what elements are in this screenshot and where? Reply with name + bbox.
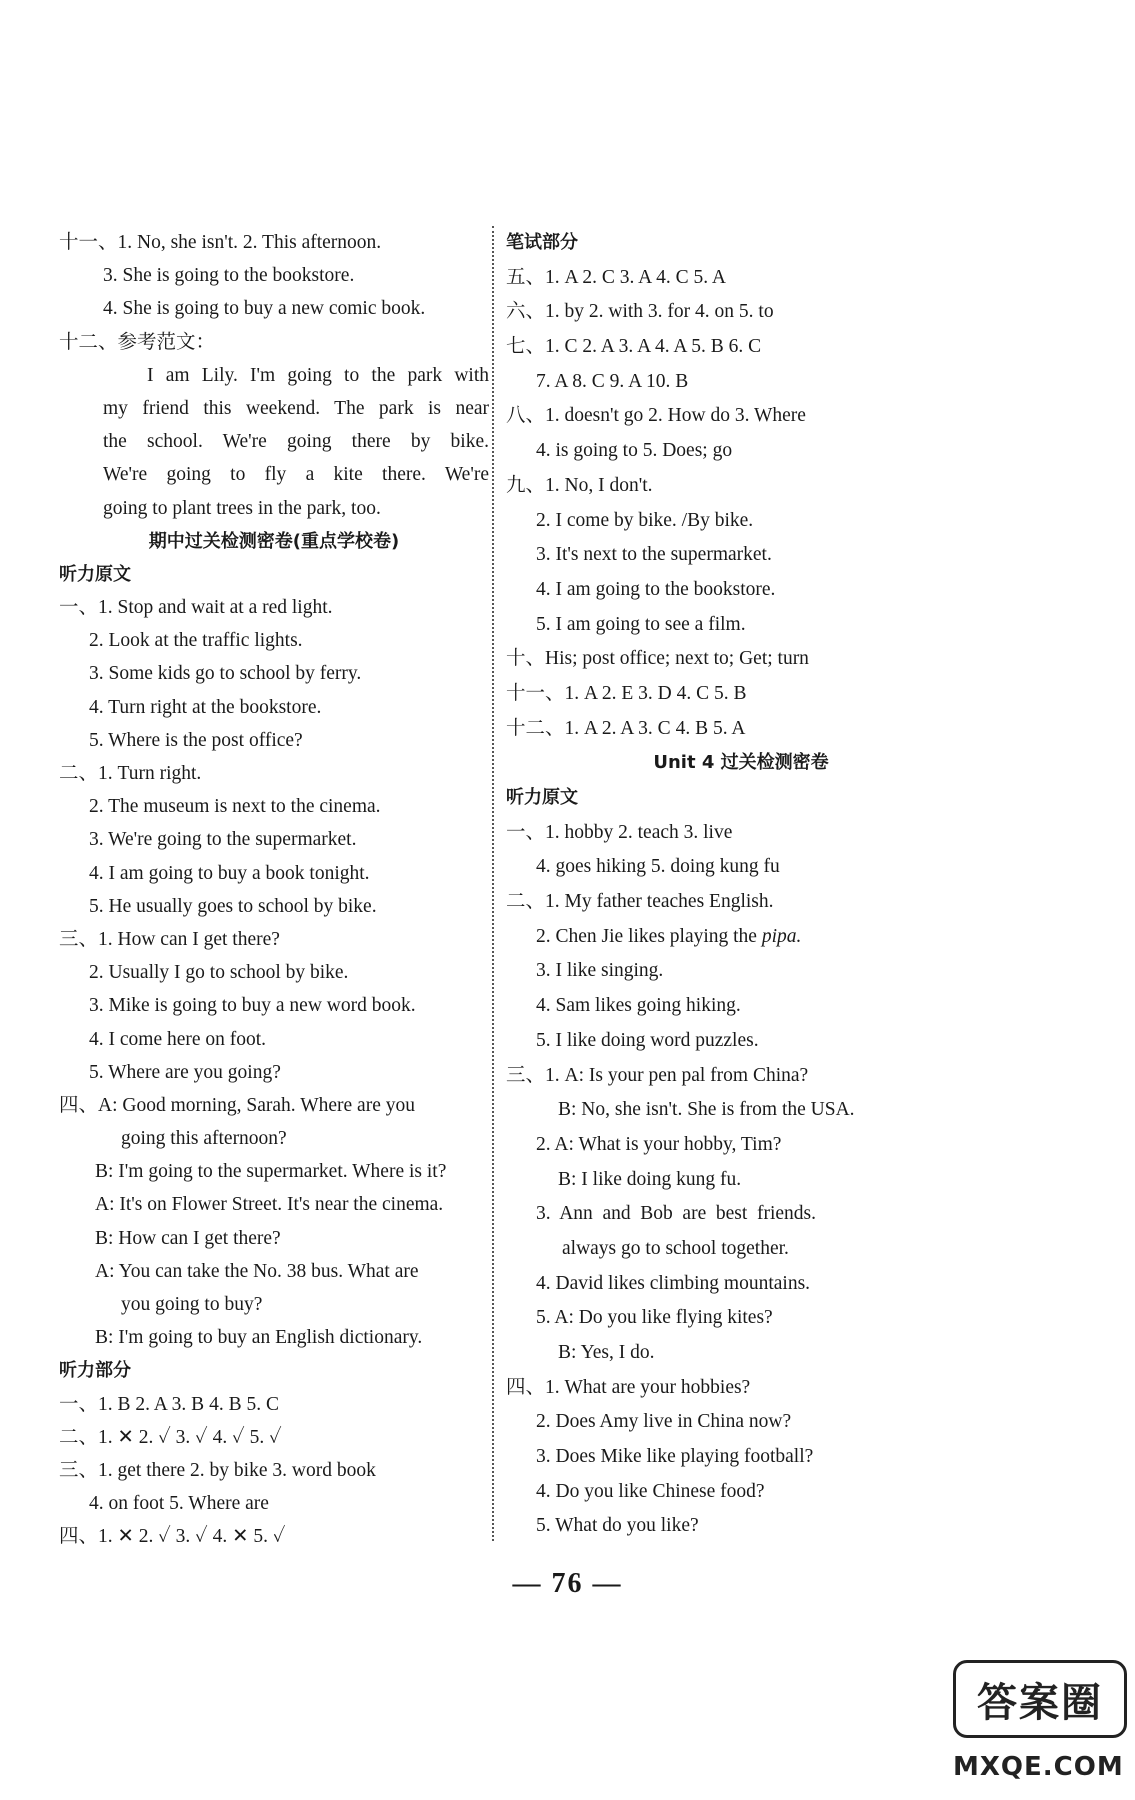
answer-line: 4. She is going to buy a new comic book. bbox=[103, 298, 426, 320]
answer-line: 三、1. How can I get there? bbox=[59, 928, 280, 950]
answer-line: 十二、参考范文： bbox=[59, 331, 216, 353]
essay-line: my friend this weekend. The park is near bbox=[103, 397, 489, 419]
watermark-logo bbox=[953, 1658, 1124, 1790]
answer-line: 3. Some kids go to school by ferry. bbox=[89, 663, 362, 685]
essay-line: We're going to fly a kite there. We're bbox=[103, 464, 489, 486]
answer-line: 十二、1. A 2. A 3. C 4. B 5. A bbox=[506, 717, 746, 739]
answer-line: 4. Sam likes going hiking. bbox=[536, 995, 741, 1017]
column-divider bbox=[492, 226, 494, 1541]
answer-line: 3. We're going to the supermarket. bbox=[89, 829, 357, 851]
dialogue-line: going this afternoon? bbox=[121, 1128, 287, 1150]
answer-line: 4. is going to 5. Does; go bbox=[536, 440, 733, 462]
answer-line: 七、1. C 2. A 3. A 4. A 5. B 6. C bbox=[506, 336, 762, 358]
dialogue-line: 5. A: Do you like flying kites? bbox=[536, 1307, 773, 1329]
answer-line: 二、1. My father teaches English. bbox=[506, 891, 774, 913]
answer-line: always go to school together. bbox=[562, 1237, 789, 1259]
essay-line: going to plant trees in the park, too. bbox=[103, 497, 381, 519]
answer-line bbox=[506, 920, 936, 955]
page-number: — 76 — bbox=[512, 1568, 623, 1599]
answer-line: 六、1. by 2. with 3. for 4. on 5. to bbox=[506, 301, 774, 323]
italic-word: pipa. bbox=[761, 925, 802, 947]
answer-line: 3. I like singing. bbox=[536, 960, 664, 982]
answer-line: 2. Does Amy live in China now? bbox=[536, 1411, 792, 1433]
answer-line: 5. He usually goes to school by bike. bbox=[89, 895, 377, 917]
dialogue-line: B: Yes, I do. bbox=[558, 1342, 655, 1363]
answer-text: 2. Chen Jie likes playing the bbox=[536, 925, 762, 947]
dialogue-line: 四、A: Good morning, Sarah. Where are you bbox=[59, 1094, 415, 1116]
essay-line: the school. We're going there by bike. bbox=[103, 431, 489, 453]
dialogue-line: you going to buy? bbox=[121, 1294, 263, 1315]
dialogue-line: B: How can I get there? bbox=[95, 1227, 281, 1249]
dialogue-line: B: I'm going to the supermarket. Where is it? bbox=[95, 1161, 447, 1183]
answer-line: 5. Where are you going? bbox=[89, 1061, 281, 1083]
answer-line: 4. I am going to the bookstore. bbox=[536, 578, 776, 600]
section-title: 期中过关检测密卷(重点学校卷) bbox=[148, 530, 400, 552]
answer-line: 5. Where is the post office? bbox=[89, 729, 303, 751]
answer-line: 4. David likes climbing mountains. bbox=[536, 1272, 811, 1294]
answer-line: 五、1. A 2. C 3. A 4. C 5. A bbox=[506, 266, 726, 288]
dialogue-line: B: I like doing kung fu. bbox=[558, 1168, 742, 1190]
answer-line: 2. Usually I go to school by bike. bbox=[89, 962, 349, 984]
answer-line: 十一、1. A 2. E 3. D 4. C 5. B bbox=[506, 682, 747, 704]
answer-line: 一、1. hobby 2. teach 3. live bbox=[506, 821, 733, 843]
answer-line: 2. Look at the traffic lights. bbox=[89, 630, 303, 652]
dialogue-line: 2. A: What is your hobby, Tim? bbox=[536, 1133, 782, 1155]
answer-line: 5. I am going to see a film. bbox=[536, 613, 746, 635]
answer-line: 2. I come by bike. /By bike. bbox=[536, 509, 754, 531]
answer-line: 4. I come here on foot. bbox=[89, 1028, 267, 1050]
answer-line: 三、1. get there 2. by bike 3. word book bbox=[59, 1459, 376, 1481]
answer-line: 5. I like doing word puzzles. bbox=[536, 1029, 759, 1051]
section-heading: 听力原文 bbox=[59, 563, 131, 585]
answer-line: 九、1. No, I don't. bbox=[506, 474, 653, 496]
answer-line: 2. The museum is next to the cinema. bbox=[89, 796, 381, 818]
answer-line: 四、1. What are your hobbies? bbox=[506, 1376, 751, 1398]
dialogue-line: 三、1. A: Is your pen pal from China? bbox=[506, 1064, 809, 1086]
watermark-top: 答案圈 bbox=[953, 1660, 1127, 1738]
right-column bbox=[506, 226, 936, 1544]
section-title: Unit 4 过关检测密卷 bbox=[653, 752, 829, 774]
answer-line: 十、His; post office; next to; Get; turn bbox=[506, 648, 809, 670]
answer-line: 4. Do you like Chinese food? bbox=[536, 1480, 765, 1502]
section-heading: 听力部分 bbox=[59, 1360, 131, 1382]
answer-line: 一、1. Stop and wait at a red light. bbox=[59, 597, 333, 619]
dialogue-line: B: I'm going to buy an English dictionary. bbox=[95, 1327, 423, 1349]
answer-line: 二、1. Turn right. bbox=[59, 763, 202, 784]
answer-line: 3. She is going to the bookstore. bbox=[103, 265, 355, 287]
answer-line: 5. What do you like? bbox=[536, 1515, 699, 1537]
left-column bbox=[59, 226, 489, 1554]
answer-line: 3. Mike is going to buy a new word book. bbox=[89, 995, 416, 1017]
section-heading: 笔试部分 bbox=[506, 232, 578, 253]
answer-line: 4. Turn right at the bookstore. bbox=[89, 696, 322, 718]
dialogue-line: A: You can take the No. 38 bus. What are bbox=[95, 1260, 419, 1282]
section-heading: 听力原文 bbox=[506, 787, 578, 808]
answer-line: 二、1. ✕ 2. ✓ 3. ✓ 4. ✓ 5. ✓ bbox=[59, 1426, 282, 1448]
essay-line: I am Lily. I'm going to the park with bbox=[147, 364, 489, 386]
answer-line: 7. A 8. C 9. A 10. B bbox=[536, 370, 689, 392]
answer-line: 四、1. ✕ 2. ✓ 3. ✓ 4. ✕ 5. ✓ bbox=[59, 1526, 286, 1548]
answer-line: 4. on foot 5. Where are bbox=[89, 1493, 269, 1515]
answer-line: 十一、1. No, she isn't. 2. This afternoon. bbox=[59, 232, 382, 253]
dialogue-line: A: It's on Flower Street. It's near the cinema. bbox=[95, 1194, 444, 1216]
answer-line: 3. Ann and Bob are best friends. bbox=[536, 1203, 816, 1225]
answer-line: 4. I am going to buy a book tonight. bbox=[89, 862, 370, 884]
watermark-bottom: MXQE.COM bbox=[953, 1752, 1124, 1782]
dialogue-line: B: No, she isn't. She is from the USA. bbox=[558, 1099, 855, 1121]
answer-line: 3. It's next to the supermarket. bbox=[536, 544, 772, 566]
answer-line: 3. Does Mike like playing football? bbox=[536, 1446, 814, 1468]
answer-line: 一、1. B 2. A 3. B 4. B 5. C bbox=[59, 1393, 279, 1415]
answer-line: 4. goes hiking 5. doing kung fu bbox=[536, 856, 780, 878]
answer-line: 八、1. doesn't go 2. How do 3. Where bbox=[506, 405, 806, 427]
